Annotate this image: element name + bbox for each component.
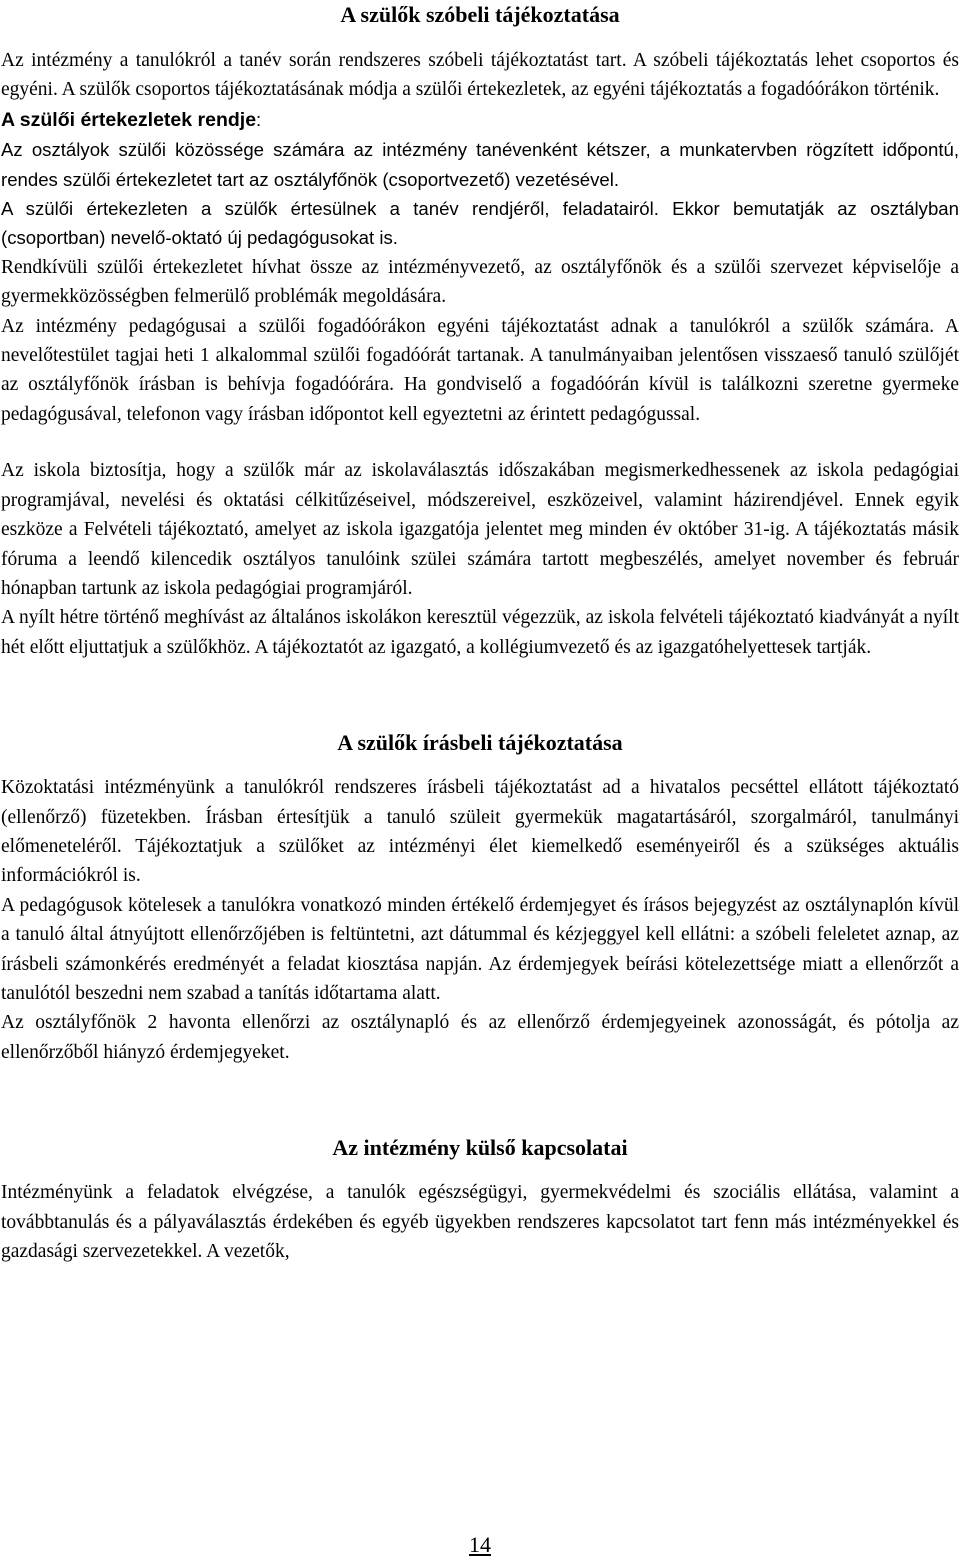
paragraph-external-relations: Intézményünk a feladatok elvégzése, a tanulók egészségügyi, gyermekvédelmi és szociális ellátása, valamint a továbbtanulás és a pályaválasztás érdekében és egyéb ügyekben rendszeres kapcsolatot tart fenn más intézményekkel és gazdasági szervezetekkel. A vezetők,	[1, 1182, 959, 1262]
meetings-heading-suffix: :	[256, 108, 262, 130]
meetings-heading: A szülői értekezletek rendje	[1, 108, 257, 131]
section-spacer	[1, 1067, 959, 1133]
paragraph-written-intro: Közoktatási intézményünk a tanulókról rendszeres írásbeli tájékoztatást ad a hivatalos pecséttel ellátott tájékoztató (ellenőrző) füzetekben. Írásban értesítjük a tanuló szüleit gyermekük magatartásáról, szorgalmáról, tanulmányi előmeneteléről. Tájékoztatjuk a szülőket az intézményi élet kiemelkedő eseményeiről és a szükséges aktuális információkról is.	[1, 777, 959, 887]
paragraph-oral-intro: Az intézmény a tanulókról a tanév során rendszeres szóbeli tájékoztatást tart. A szóbeli tájékoztatás lehet csoportos és egyéni. A szülők csoportos tájékoztatásának módja a szülői értekezletek, az egyéni tájékoztatás a fogadóórákon történik.	[1, 50, 959, 101]
section-title-external-relations: Az intézmény külső kapcsolatai	[332, 1135, 628, 1161]
section-spacer	[1, 662, 959, 728]
paragraph-grade-recording: A pedagógusok kötelesek a tanulókra vonatkozó minden értékelő érdemjegyet és írásos bejegyzést az osztálynaplón kívül a tanuló által átnyújtott ellenőrzőjében is feltüntetni, azt dátummal és kézjeggyel kell ellátni: a szóbeli feleletet aznap, az írásbeli számonkérés eredményét a feladat kiosztása napján. Az érdemjegyek beírási kötelezettsége miatt a ellenőrzőt a tanulótól beszedni nem szabad a tanítás időtartama alatt.	[1, 894, 959, 1004]
title-spacer	[1, 758, 959, 773]
page-number: 14	[469, 1532, 491, 1557]
paragraph-meetings-heading	[1, 105, 959, 135]
paragraph-office-hours: Az intézmény pedagógusai a szülői fogadóórákon egyéni tájékoztatást adnak a tanulókról a szülők számára. A nevelőtestület tagjai heti 1 alkalommal szülői fogadóórát tartanak. A tanulmányaiban jelentősen visszaeső tanuló szülőjét az osztályfőnök írásban is behívja fogadóórára. Ha gondviselő a fogadóórán kívül is találkozni szeretne gyermeke pedagógusával, telefonon vagy írásban időpontot kell egyeztetni az érintett pedagógussal.	[1, 315, 959, 425]
paragraph-open-week: A nyílt hétre történő meghívást az általános iskolákon keresztül végezzük, az iskola felvételi tájékoztató kiadványát a nyílt hét előtt eljuttatjuk a szülőkhöz. A tájékoztatót az igazgató, a kollégiumvezető és az igazgatóhelyettesek tartják.	[1, 607, 959, 658]
title-spacer	[1, 1163, 959, 1178]
paragraph-extraordinary-meetings: Rendkívüli szülői értekezletet hívhat össze az intézményvezető, az osztályfőnök és a szülői szervezet képviselője a gyermekközösségben felmerülő problémák megoldására.	[1, 256, 959, 308]
paragraph-grade-verification: Az osztályfőnök 2 havonta ellenőrzi az osztálynapló és az ellenőrző érdemjegyeinek azonosságát, és pótolja az ellenőrzőből hiányzó érdemjegyeket.	[1, 1012, 959, 1063]
section-title-oral-information: A szülők szóbeli tájékoztatása	[340, 2, 620, 27]
paragraph-meeting-content: A szülői értekezleten a szülők értesülnek a tanév rendjéről, feladatairól. Ekkor bemutatják az osztályban (csoportban) nevelő-oktató új pedagógusokat is.	[1, 198, 959, 249]
section-title-written-information: A szülők írásbeli tájékoztatása	[337, 730, 623, 756]
paragraph-regular-meetings: Az osztályok szülői közössége számára az intézmény tanévenként kétszer, a munkatervben rögzített időpontú, rendes szülői értekezletet tart az osztályfőnök (csoportvezető) vezetésével.	[1, 139, 959, 190]
paragraph-school-choice: Az iskola biztosítja, hogy a szülők már az iskolaválasztás időszakában megismerkedhessenek az iskola pedagógiai programjával, nevelési és oktatási célkitűzéseivel, módszereivel, eszközeivel, valamint házirendjével. Ennek egyik eszköze a Felvételi tájékoztató, amelyet az iskola igazgatója jelentet meg minden év október 31-ig. A tájékoztatás másik fóruma a leendő kilencedik osztályos tanulóink szülei számára tartott megbeszélés, amelyet november és február hónapban tartunk az iskola pedagógiai programjáról.	[1, 460, 959, 599]
